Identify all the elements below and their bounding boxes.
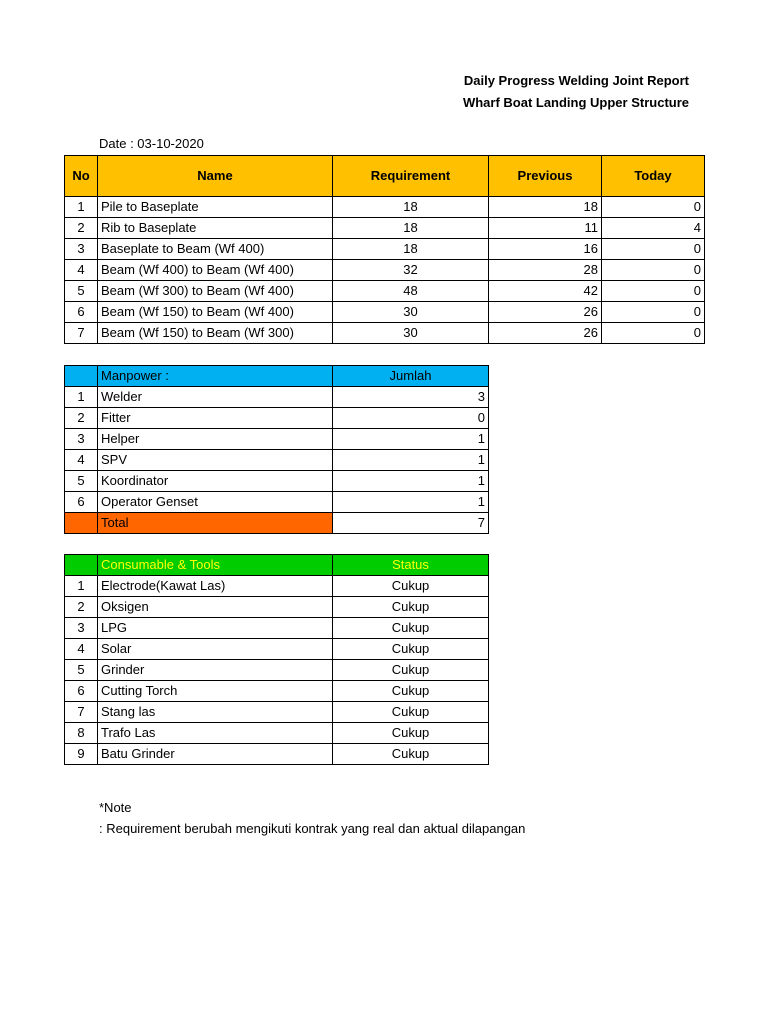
manpower-no: 2 (65, 408, 98, 429)
row-name: Baseplate to Beam (Wf 400) (98, 239, 333, 260)
consumable-no: 8 (65, 723, 98, 744)
consumable-table (64, 554, 489, 765)
row-no: 4 (65, 260, 98, 281)
consumable-no: 6 (65, 681, 98, 702)
row-name: Beam (Wf 400) to Beam (Wf 400) (98, 260, 333, 281)
progress-row (65, 260, 705, 281)
consumable-row (65, 702, 489, 723)
progress-row (65, 239, 705, 260)
row-no: 5 (65, 281, 98, 302)
row-no: 2 (65, 218, 98, 239)
consumable-status: Cukup (333, 660, 489, 681)
manpower-no: 4 (65, 450, 98, 471)
progress-row (65, 323, 705, 344)
consumable-row (65, 744, 489, 765)
consumable-row (65, 576, 489, 597)
consumable-header-no (65, 555, 98, 576)
row-requirement: 48 (333, 281, 489, 302)
manpower-name: SPV (98, 450, 333, 471)
manpower-amount: 1 (333, 429, 489, 450)
report-subtitle: Wharf Boat Landing Upper Structure (462, 95, 689, 110)
row-previous: 26 (489, 302, 602, 323)
manpower-name: Helper (98, 429, 333, 450)
manpower-row (65, 450, 489, 471)
consumable-no: 4 (65, 639, 98, 660)
col-header-previous: Previous (489, 156, 602, 197)
row-previous: 11 (489, 218, 602, 239)
manpower-table (64, 365, 489, 534)
row-name: Beam (Wf 150) to Beam (Wf 400) (98, 302, 333, 323)
manpower-header-row (65, 366, 489, 387)
consumable-name: Grinder (98, 660, 333, 681)
consumable-no: 7 (65, 702, 98, 723)
manpower-row (65, 408, 489, 429)
row-requirement: 30 (333, 323, 489, 344)
manpower-name: Welder (98, 387, 333, 408)
consumable-no: 5 (65, 660, 98, 681)
progress-table (64, 155, 705, 344)
manpower-total-row (65, 513, 489, 534)
consumable-row (65, 618, 489, 639)
row-requirement: 18 (333, 218, 489, 239)
row-previous: 42 (489, 281, 602, 302)
consumable-name: Batu Grinder (98, 744, 333, 765)
progress-header-row (65, 156, 705, 197)
manpower-amount: 1 (333, 492, 489, 513)
consumable-status: Cukup (333, 702, 489, 723)
row-today: 0 (602, 239, 705, 260)
consumable-row (65, 660, 489, 681)
manpower-no: 3 (65, 429, 98, 450)
report-date: Date : 03-10-2020 (99, 136, 204, 151)
manpower-header-amount: Jumlah (333, 366, 489, 387)
manpower-no: 5 (65, 471, 98, 492)
row-previous: 16 (489, 239, 602, 260)
consumable-row (65, 639, 489, 660)
consumable-header-row (65, 555, 489, 576)
row-today: 4 (602, 218, 705, 239)
row-today: 0 (602, 260, 705, 281)
consumable-status: Cukup (333, 576, 489, 597)
manpower-row (65, 429, 489, 450)
manpower-row (65, 387, 489, 408)
consumable-row (65, 681, 489, 702)
progress-row (65, 302, 705, 323)
manpower-no: 6 (65, 492, 98, 513)
consumable-name: Solar (98, 639, 333, 660)
row-no: 6 (65, 302, 98, 323)
manpower-amount: 1 (333, 471, 489, 492)
manpower-total-value: 7 (333, 513, 489, 534)
manpower-name: Fitter (98, 408, 333, 429)
manpower-amount: 1 (333, 450, 489, 471)
manpower-amount: 3 (333, 387, 489, 408)
row-name: Pile to Baseplate (98, 197, 333, 218)
consumable-status: Cukup (333, 618, 489, 639)
col-header-name: Name (98, 156, 333, 197)
consumable-no: 1 (65, 576, 98, 597)
manpower-no: 1 (65, 387, 98, 408)
row-today: 0 (602, 302, 705, 323)
progress-row (65, 281, 705, 302)
manpower-row (65, 492, 489, 513)
manpower-name: Operator Genset (98, 492, 333, 513)
consumable-status: Cukup (333, 639, 489, 660)
progress-row (65, 218, 705, 239)
consumable-name: Oksigen (98, 597, 333, 618)
consumable-header-label: Consumable & Tools (98, 555, 333, 576)
note-title: *Note (99, 800, 132, 815)
row-no: 1 (65, 197, 98, 218)
progress-row (65, 197, 705, 218)
consumable-no: 2 (65, 597, 98, 618)
row-name: Beam (Wf 300) to Beam (Wf 400) (98, 281, 333, 302)
report-title: Daily Progress Welding Joint Report (463, 73, 689, 88)
consumable-status: Cukup (333, 723, 489, 744)
consumable-status: Cukup (333, 744, 489, 765)
row-no: 3 (65, 239, 98, 260)
row-requirement: 30 (333, 302, 489, 323)
row-requirement: 18 (333, 197, 489, 218)
consumable-no: 3 (65, 618, 98, 639)
row-today: 0 (602, 197, 705, 218)
consumable-no: 9 (65, 744, 98, 765)
row-requirement: 18 (333, 239, 489, 260)
consumable-status: Cukup (333, 597, 489, 618)
row-requirement: 32 (333, 260, 489, 281)
manpower-total-label: Total (98, 513, 333, 534)
consumable-name: Trafo Las (98, 723, 333, 744)
manpower-name: Koordinator (98, 471, 333, 492)
consumable-name: Cutting Torch (98, 681, 333, 702)
consumable-row (65, 723, 489, 744)
consumable-header-status: Status (333, 555, 489, 576)
row-no: 7 (65, 323, 98, 344)
col-header-requirement: Requirement (333, 156, 489, 197)
manpower-row (65, 471, 489, 492)
row-name: Rib to Baseplate (98, 218, 333, 239)
row-previous: 26 (489, 323, 602, 344)
col-header-no: No (65, 156, 98, 197)
consumable-name: LPG (98, 618, 333, 639)
manpower-header-no (65, 366, 98, 387)
row-previous: 18 (489, 197, 602, 218)
manpower-amount: 0 (333, 408, 489, 429)
row-today: 0 (602, 281, 705, 302)
consumable-status: Cukup (333, 681, 489, 702)
col-header-today: Today (602, 156, 705, 197)
row-today: 0 (602, 323, 705, 344)
note-text: : Requirement berubah mengikuti kontrak yang real dan aktual dilapangan (99, 821, 526, 836)
consumable-row (65, 597, 489, 618)
manpower-header-label: Manpower : (98, 366, 333, 387)
consumable-name: Electrode(Kawat Las) (98, 576, 333, 597)
row-name: Beam (Wf 150) to Beam (Wf 300) (98, 323, 333, 344)
row-previous: 28 (489, 260, 602, 281)
manpower-total-no (65, 513, 98, 534)
consumable-name: Stang las (98, 702, 333, 723)
